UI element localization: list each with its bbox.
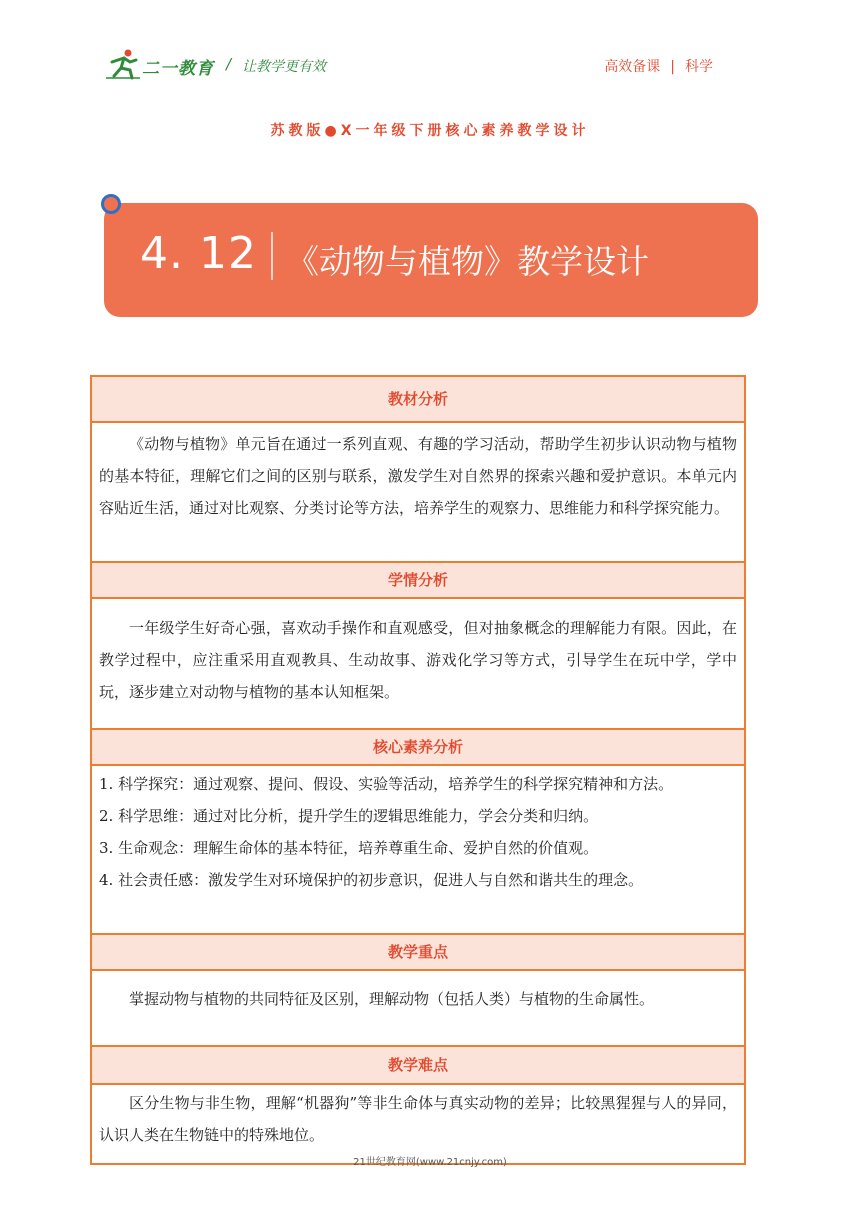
runner-logo-icon	[106, 48, 142, 80]
list-item: 1. 科学探究：通过观察、提问、假设、实验等活动，培养学生的科学探究精神和方法。	[99, 775, 674, 793]
section-body-difficulty	[92, 1085, 744, 1163]
section-body-focus	[92, 971, 744, 1047]
section-heading-focus: 教学重点	[92, 935, 744, 971]
section-heading-difficulty: 教学难点	[92, 1047, 744, 1085]
paragraph: 掌握动物与植物的共同特征及区别，理解动物（包括人类）与植物的生命属性。	[129, 990, 655, 1008]
paragraph: 区分生物与非生物，理解“机器狗”等非生命体与真实动物的差异；比较黑猩猩与人的异同，认识人类在生物链中的特殊地位。	[99, 1094, 737, 1144]
section-heading-students: 学情分析	[92, 563, 744, 599]
lesson-title: 《动物与植物》教学设计	[286, 242, 649, 281]
section-heading-competency: 核心素养分析	[92, 730, 744, 766]
logo[interactable]	[106, 48, 216, 80]
header-category-sep: |	[670, 59, 675, 75]
banner-ring-decoration	[101, 194, 121, 214]
list-item: 4. 社会责任感：激发学生对环境保护的初步意识，促进人与自然和谐共生的理念。	[99, 871, 644, 889]
section-body-students	[92, 599, 744, 730]
slogan: 让教学更有效	[242, 59, 326, 75]
list-item: 3. 生命观念：理解生命体的基本特征，培养尊重生命、爱护自然的价值观。	[99, 839, 599, 857]
design-table	[90, 375, 746, 1165]
slogan-separator: /	[226, 55, 232, 73]
list-item: 2. 科学思维：通过对比分析，提升学生的逻辑思维能力，学会分类和归纳。	[99, 807, 599, 825]
paragraph: 《动物与植物》单元旨在通过一系列直观、有趣的学习活动，帮助学生初步认识动物与植物的基本特征，理解它们之间的区别与联系，激发学生对自然界的探索兴趣和爱护意识。本单元内容贴近生活，通过对比观察、分类讨论等方法，培养学生的观察力、思维能力和科学探究能力。	[99, 435, 737, 517]
header-category	[604, 56, 713, 76]
paragraph: 一年级学生好奇心强，喜欢动手操作和直观感受，但对抽象概念的理解能力有限。因此，在教学过程中，应注重采用直观教具、生动故事、游戏化学习等方式，引导学生在玩中学，学中玩，逐步建立对动物与植物的基本认知框架。	[99, 619, 737, 701]
section-heading-textbook: 教材分析	[92, 377, 744, 423]
header-category-left: 高效备课	[604, 59, 661, 75]
page-header	[0, 0, 860, 100]
section-body-competency	[92, 766, 744, 935]
footer-source[interactable]: 21世纪教育网(www.21cnjy.com)	[353, 1157, 507, 1168]
logo-text: 二一教育	[142, 59, 214, 79]
banner-divider	[271, 232, 273, 280]
section-body-textbook	[92, 423, 744, 563]
series-subtitle: 苏教版●X一年级下册核心素养教学设计	[270, 123, 590, 139]
lesson-number: 4. 12	[140, 228, 257, 279]
header-category-right: 科学	[685, 59, 713, 75]
